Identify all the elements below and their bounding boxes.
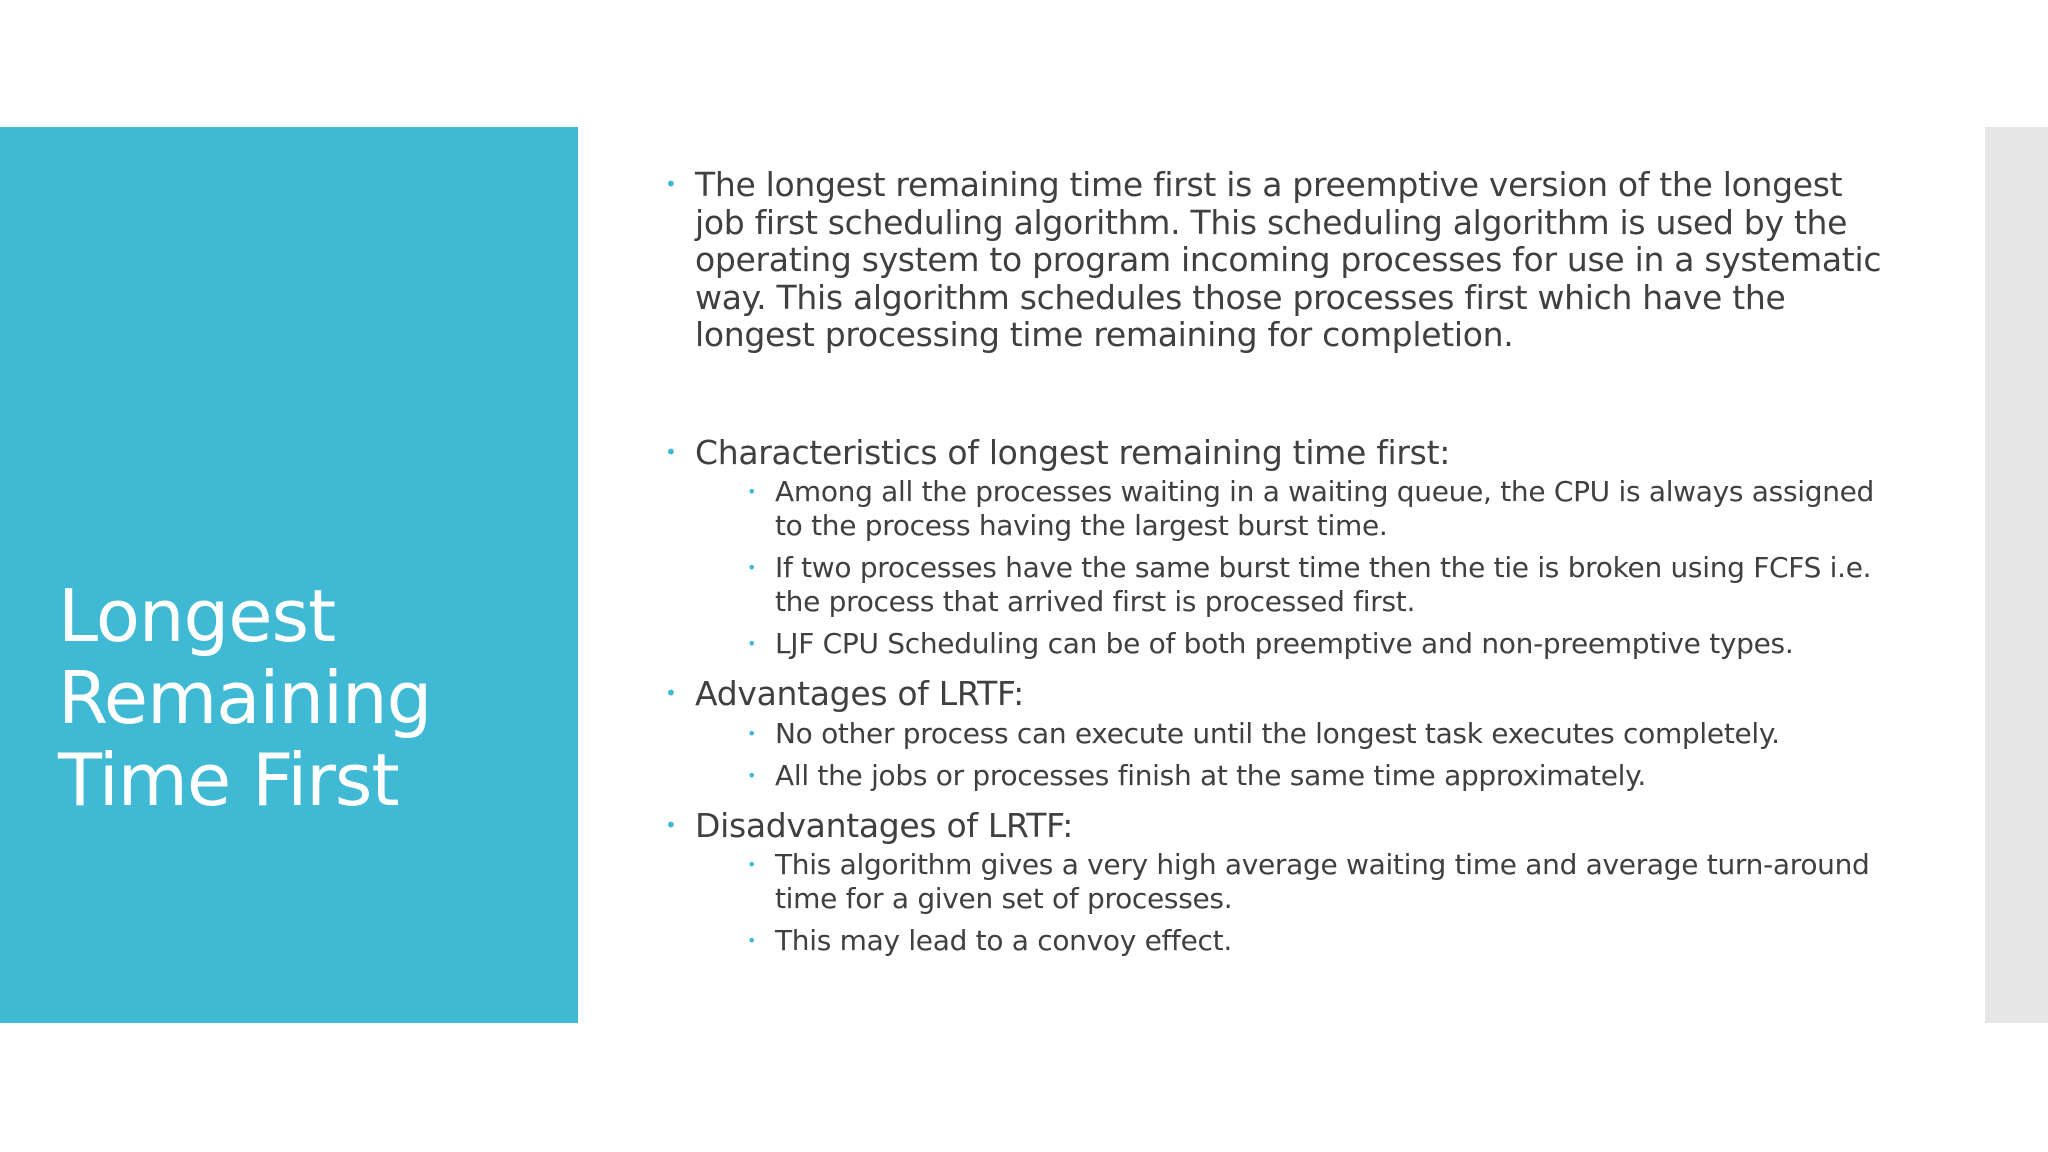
sub-bullet-text: LJF CPU Scheduling can be of both preemptive and non-preemptive types. (775, 627, 1794, 660)
sub-bullet-dot-icon: • (747, 634, 757, 653)
sub-bullet-dot-icon: • (747, 558, 757, 577)
bullet-text: Advantages of LRTF: (695, 674, 1024, 713)
sub-bullet-item (747, 551, 1900, 619)
bullet-text: The longest remaining time first is a preemptive version of the longest job first scheduling algorithm. This scheduling algorithm is used by the operating system to program incoming processes for use in a systematic way. This algorithm schedules those processes first which have the longest processing time remaining for completion. (695, 165, 1882, 354)
sub-bullet-item (747, 848, 1900, 916)
slide-title (58, 575, 558, 821)
sub-bullet-dot-icon: • (747, 482, 757, 501)
sub-bullet-dot-icon: • (747, 931, 757, 950)
slide-title-line-1: Longest (58, 574, 336, 658)
sub-bullet-text: This may lead to a convoy effect. (775, 924, 1232, 957)
sub-bullet-list (695, 717, 1900, 793)
bullet-item-definition (660, 166, 1900, 354)
sub-bullet-text: All the jobs or processes finish at the same time approximately. (775, 758, 1647, 792)
bullet-dot-icon: • (665, 439, 677, 464)
sub-bullet-item (747, 716, 1900, 751)
sub-bullet-item (747, 924, 1900, 958)
sub-bullet-item (747, 758, 1900, 793)
bullet-item-disadvantages (660, 807, 1900, 959)
bullet-dot-icon: • (665, 172, 677, 196)
bullet-item-characteristics (660, 434, 1900, 662)
slide-title-line-2: Remaining (58, 656, 432, 740)
bullet-dot-icon: • (665, 812, 677, 837)
bullet-list (660, 166, 1900, 958)
sub-bullet-text: If two processes have the same burst time then the tie is broken using FCFS i.e. the process that arrived first is processed first. (775, 551, 1872, 618)
sub-bullet-text: This algorithm gives a very high average waiting time and average turn-around time for a given set of processes. (775, 848, 1870, 915)
sub-bullet-dot-icon: • (747, 723, 757, 743)
sub-bullet-list (695, 848, 1900, 958)
right-decorative-strip (1985, 127, 2048, 1023)
bullet-text: Disadvantages of LRTF: (695, 805, 1074, 845)
slide-content (660, 166, 1900, 966)
sub-bullet-list (695, 475, 1900, 661)
sub-bullet-dot-icon: • (747, 765, 757, 785)
bullet-text: Characteristics of longest remaining time first: (695, 432, 1451, 472)
title-panel (0, 127, 578, 1023)
sub-bullet-dot-icon: • (747, 855, 757, 874)
bullet-item-advantages (660, 675, 1900, 793)
sub-bullet-item (747, 627, 1900, 661)
sub-bullet-item (747, 475, 1900, 543)
sub-bullet-text: No other process can execute until the longest task executes completely. (775, 716, 1780, 750)
slide-title-line-3: Time First (58, 738, 399, 822)
bullet-dot-icon: • (665, 681, 677, 705)
sub-bullet-text: Among all the processes waiting in a waiting queue, the CPU is always assigned to the process having the largest burst time. (775, 475, 1875, 542)
